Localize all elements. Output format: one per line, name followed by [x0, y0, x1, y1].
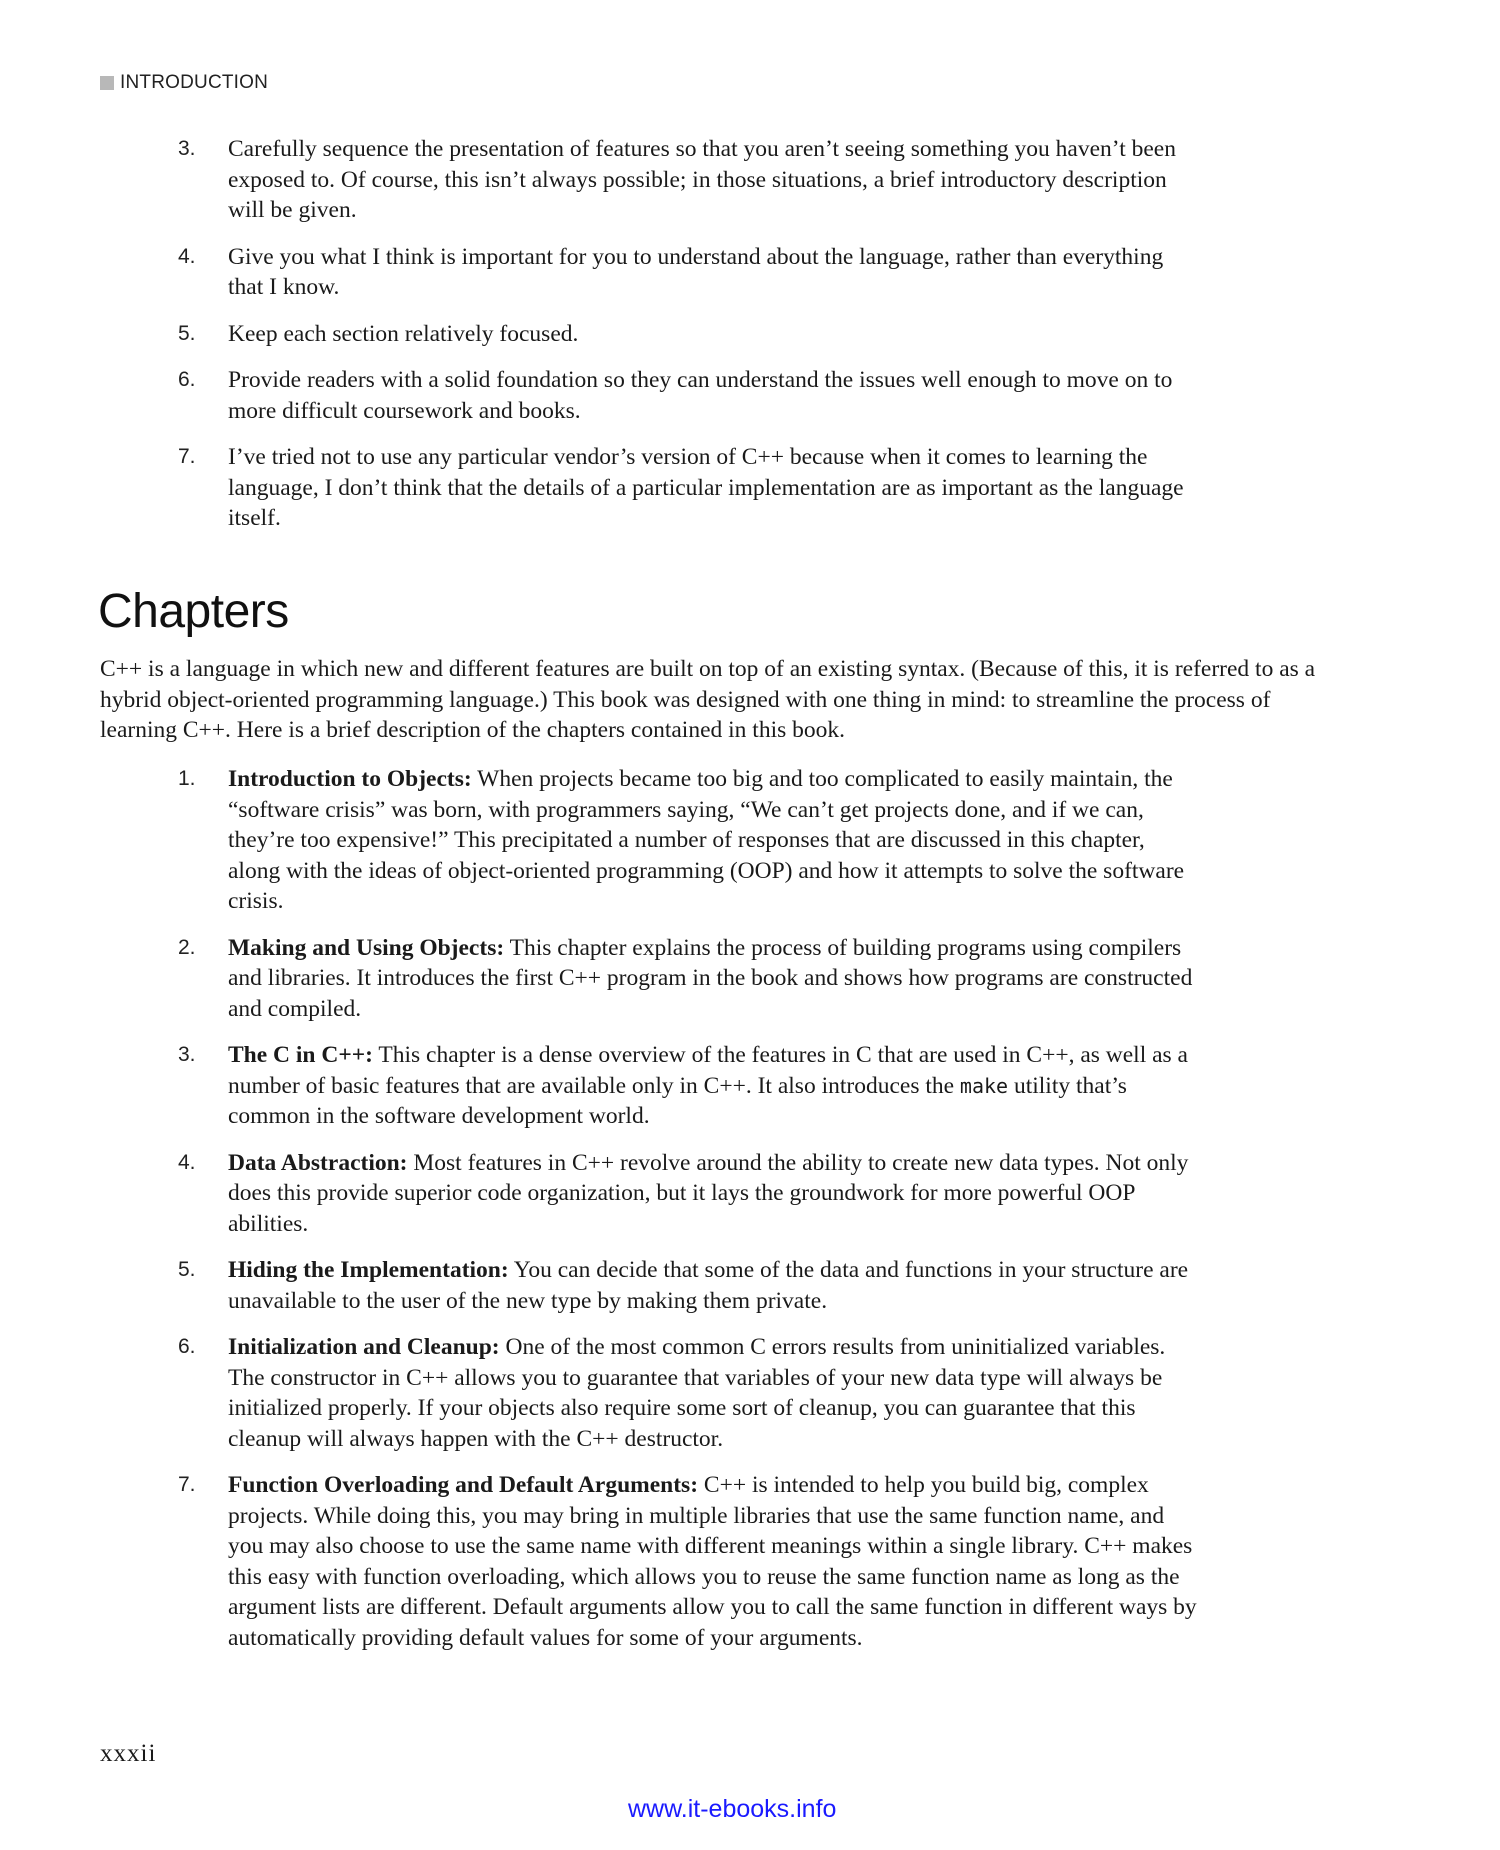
chapter-description: When projects became too big and too complicated to easily maintain, the “software crisis” was born, with programmers saying, “We can’t get projects done, and if we can, they’re too expensive!” This precipitated a number of responses that are discussed in this chapter, along with the ideas of object-oriented programming (OOP) and how it attempts to solve the software crisis.	[228, 766, 1185, 914]
chapter-title: Initialization and Cleanup:	[228, 1334, 500, 1360]
list-item	[178, 242, 1198, 303]
running-header-label: INTRODUCTION	[120, 72, 269, 93]
chapter-item	[178, 1470, 1198, 1653]
chapters-list	[178, 764, 1198, 1669]
chapter-title: Function Overloading and Default Arguments:	[228, 1472, 699, 1498]
list-item-number: 4.	[178, 244, 196, 268]
list-item-text: Keep each section relatively focused.	[228, 320, 579, 347]
chapter-title: Making and Using Objects:	[228, 934, 505, 961]
chapter-number: 5.	[178, 1258, 196, 1281]
chapter-item	[178, 933, 1198, 1025]
header-marker-square	[100, 76, 114, 90]
section-heading-chapters: Chapters	[98, 585, 289, 638]
chapter-title: The C in C++:	[228, 1042, 373, 1068]
chapter-description: C++ is intended to help you build big, complex projects. While doing this, you may bring in multiple libraries that use the same function name, and you may also choose to use the same name with different meanings within a single library. C++ makes this easy with function overloading, which allows you to reuse the same function name as long as the argument lists are different. Default arguments allow you to call the same function in different ways by automatically providing default values for some of your arguments.	[228, 1472, 1197, 1651]
list-item-number: 6.	[178, 368, 196, 391]
chapter-description: This chapter explains the process of building programs using compilers and libraries. It introduces the first C++ program in the book and shows how programs are constructed and compiled.	[228, 934, 1193, 1022]
chapter-number: 7.	[178, 1473, 196, 1496]
list-item-number: 7.	[178, 445, 196, 468]
chapter-number: 4.	[178, 1150, 196, 1174]
chapters-intro-paragraph: C++ is a language in which new and different features are built on top of an existing syntax. (Because of this, it is referred to as a hybrid object-oriented programming language.) This book was designed with one thing in mind: to streamline the process of learning C++. Here is a brief description of the chapters contained in this book.	[100, 656, 1316, 743]
chapter-description: Most features in C++ revolve around the ability to create new data types. Not only does this provide superior code organization, but it lays the groundwork for more powerful OOP abilities.	[228, 1149, 1189, 1237]
list-item-text: Carefully sequence the presentation of features so that you aren’t seeing something you haven’t been exposed to. Of course, this isn’t always possible; in those situations, a brief introductory description will be given.	[228, 136, 1176, 223]
chapter-title: Hiding the Implementation:	[228, 1257, 509, 1283]
goals-list	[178, 134, 1198, 550]
list-item	[178, 134, 1198, 226]
chapter-title: Introduction to Objects:	[228, 766, 472, 792]
running-header	[100, 72, 268, 94]
list-item-text: I’ve tried not to use any particular vendor’s version of C++ because when it comes to learning the language, I don’t think that the details of a particular implementation are as important as the language itself.	[228, 444, 1184, 531]
chapter-description: You can decide that some of the data and functions in your structure are unavailable to the user of the new type by making them private.	[228, 1257, 1189, 1314]
chapter-description: This chapter is a dense overview of the features in C that are used in C++, as well as a number of basic features that are available only in C++. It also introduces the	[228, 1042, 1188, 1099]
chapter-number: 1.	[178, 767, 196, 790]
chapter-item	[178, 1255, 1198, 1316]
chapter-description: One of the most common C errors results from uninitialized variables. The constructor in C++ allows you to guarantee that variables of your new data type will always be initialized properly. If your objects also require some sort of cleanup, you can guarantee that this cleanup will always happen with the C++ destructor.	[228, 1334, 1166, 1452]
chapter-description-continued: utility that’s common in the software development world.	[228, 1072, 1127, 1129]
chapter-item	[178, 1148, 1198, 1240]
footer-website-link[interactable]: www.it-ebooks.info	[628, 1795, 837, 1823]
list-item-number: 5.	[178, 321, 196, 345]
chapter-item	[178, 1040, 1198, 1132]
list-item-number: 3.	[178, 137, 196, 160]
chapter-number: 3.	[178, 1043, 196, 1066]
list-item	[178, 442, 1198, 534]
chapter-number: 2.	[178, 935, 196, 959]
chapter-item	[178, 1332, 1198, 1454]
chapter-item	[178, 764, 1198, 917]
list-item-text: Provide readers with a solid foundation so they can understand the issues well enough to move on to more difficult coursework and books.	[228, 367, 1173, 424]
page-number: xxxii	[100, 1740, 157, 1767]
list-item	[178, 365, 1198, 426]
chapter-title: Data Abstraction:	[228, 1149, 408, 1176]
list-item	[178, 319, 1198, 350]
inline-code: make	[959, 1073, 1009, 1098]
chapter-number: 6.	[178, 1335, 196, 1358]
list-item-text: Give you what I think is important for you to understand about the language, rather than everything that I know.	[228, 243, 1164, 300]
